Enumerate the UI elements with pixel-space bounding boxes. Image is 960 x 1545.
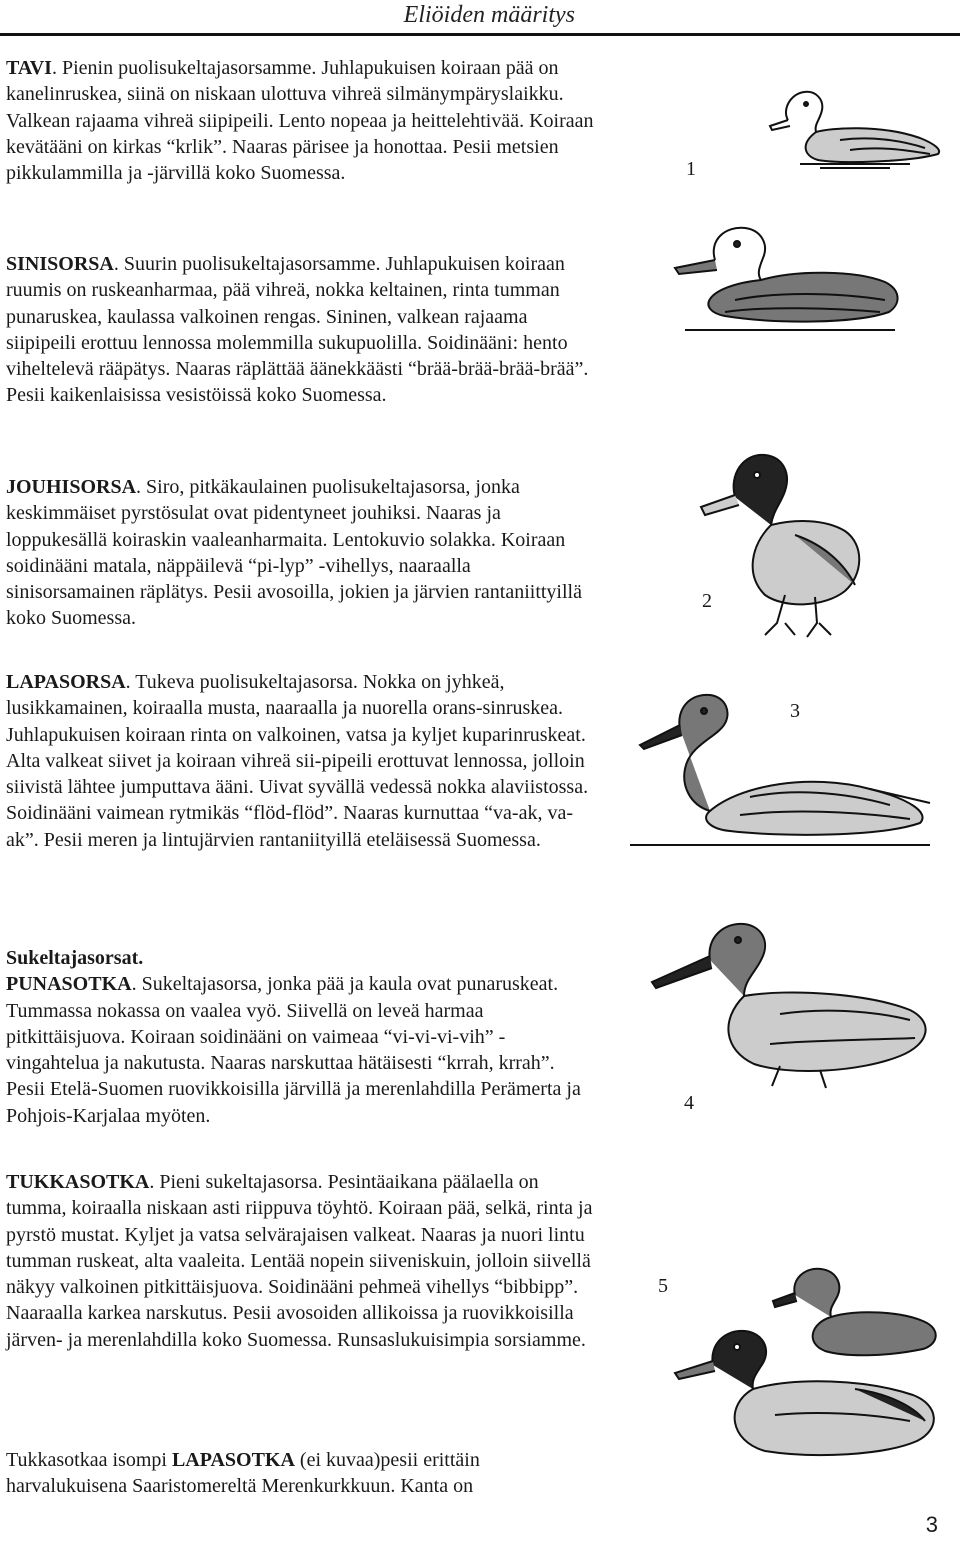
mallard-female-illustration: [665, 220, 910, 340]
species-text: . Siro, pitkäkaulainen puolisukeltajasorsa, jonka keskimmäiset pyrstösulat ovat pidentyneet jouhiksi. Naaras ja loppukesällä koiraskin vaaleanharmaita. Lentokuvio solakka. Koiraan soidinääni matala, näppäilevä “pi-lyp” -vihellys, naaraalla sinisorsamainen räplätys. Pesii avosoilla, jokien ja järvien rantaniittyillä koko Suomessa.: [6, 476, 582, 630]
species-text: . Pienin puolisukeltajasorsamme. Juhlapukuisen koiraan pää on kanelinruskea, siinä on niskaan ulottuva vihreä silmänympäryslaikku. Valkean rajaama vihreä siipipeili. Lento nopeaa ja heittelehtivää. Koiraan kevätääni on kirkas “krlik”. Naaras pärisee ja honottaa. Pesii metsien pikkulammilla ja -järvillä koko Suomessa.: [6, 57, 594, 185]
figure-number-3: 3: [790, 700, 800, 722]
page-header-title: Eliöiden määritys: [403, 2, 575, 28]
section-jouhisorsa: [6, 474, 596, 632]
figure-number-4: 4: [684, 1092, 694, 1114]
pochard-illustration: [640, 910, 940, 1095]
page-number: 3: [925, 1512, 938, 1537]
species-text: . Tukeva puolisukeltajasorsa. Nokka on jyhkeä, lusikkamainen, koiraalla musta, naaraalla ja nuorella orans-sinruskea. Juhlapukuisen koiraan rinta on valkoinen, vatsa ja kyljet kuparinruskeat. Alta valkeat siivet ja koiraan vihreä sii-pipeili erottuvat lennossa, jolloin siivistä lähtee jumputtava ääni. Uivat syvällä vedessä nokka alaviistossa. Soidinääni vaimean rytmikäs “flöd-flöd”. Naaras kurnuttaa “va-ak, va-ak”. Pesii meren ja lintujärvien rantaniityillä eteläisessä Suomessa.: [6, 671, 589, 851]
section-tavi: [6, 55, 596, 186]
figure-number-1: 1: [686, 158, 696, 180]
species-text: . Sukeltajasorsa, jonka pää ja kaula ovat punaruskeat. Tummassa nokassa on vaalea vyö. Siivellä on leveä harmaa pitkittäisjuova. Koiraan soidinääni on vaimeaa “vi-vi-vi-vih” -vingahtelua ja nakutusta. Naaras narskuttaa hätäisesti “krrah, krrah”. Pesii Etelä-Suomen ruovikkoisilla järvillä ja merenlahdilla Perämerta ja Pohjois-Karjalaa myöten.: [6, 973, 581, 1127]
section-tukkasotka: [6, 1169, 596, 1353]
species-text: . Pieni sukeltajasorsa. Pesintäaikana päälaella on tumma, koiraalla niskaan asti riippuva töyhtö. Koiraan pää, selkä, rinta ja pyrstö mustat. Kyljet ja vatsa selvärajaisen valkeat. Naaras ja nuori lintu tumman ruskeat, alta vaaleita. Lentää nopein siiveniskuin, jolloin siivellä näkyy valkoinen pitkittäisjuova. Soidinääni pehmeä vihellys “bibbipp”. Naaraalla karkea narskutus. Pesii avosoiden allikoissa ja ruovikkoisilla järven- ja merenlahdilla koko Suomessa. Runsaslukuisimpia sorsiamme.: [6, 1171, 593, 1351]
footer-text-post: (ei kuvaa)pesii erittäin harvalukuisena Saaristomereltä Merenkurkkuun. Kanta on: [6, 1449, 480, 1498]
species-name: LAPASORSA: [6, 671, 126, 693]
species-name: TUKKASOTKA: [6, 1171, 150, 1193]
section-lapasotka: [6, 1447, 596, 1500]
header-rule: [0, 33, 960, 36]
teal-duck-illustration: [760, 80, 950, 175]
section-lapasorsa: [6, 669, 596, 853]
mallard-male-illustration: [695, 445, 870, 645]
section-punasotka: [6, 945, 596, 1129]
species-name: LAPASOTKA: [171, 1449, 295, 1471]
species-name: TAVI: [6, 57, 52, 79]
figure-number-5: 5: [658, 1275, 668, 1297]
species-text: . Suurin puolisukeltajasorsamme. Juhlapukuisen koiraan ruumis on ruskeanharmaa, pää vihreä, nokka keltainen, rinta tumman punaruskea, kaulassa valkoinen rengas. Sininen, valkean rajaama siipipeili erottuu lennossa molemmilla sukupuolilla. Soidinääni: hento viheltelevä rääpätys. Naaras räplättää äänekkäästi “brää-brää-brää-brää”. Pesii kaikenlaisissa vesistöissä koko Suomessa.: [6, 253, 589, 407]
section-sinisorsa: [6, 251, 596, 409]
species-name: JOUHISORSA: [6, 476, 137, 498]
pintail-illustration: [620, 685, 940, 855]
species-name: SINISORSA: [6, 253, 114, 275]
species-name: PUNASOTKA: [6, 973, 132, 996]
footer-text-pre: Tukkasotkaa isompi: [6, 1449, 172, 1471]
figure-number-2: 2: [702, 590, 712, 612]
section-heading: Sukeltajasorsat.: [6, 947, 144, 969]
tufted-duck-illustration: [655, 1265, 945, 1465]
